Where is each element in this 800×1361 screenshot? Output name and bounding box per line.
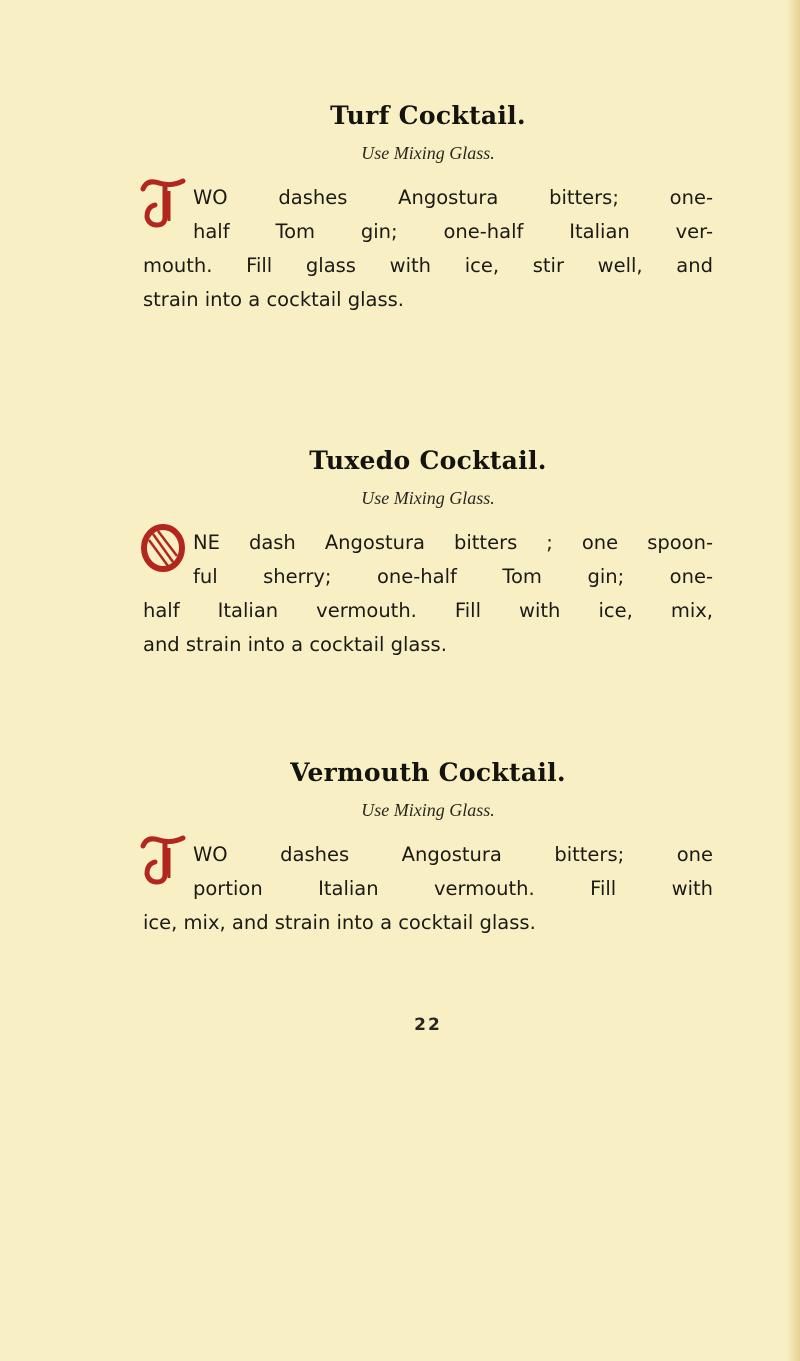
recipe-instructions	[143, 181, 713, 317]
page-edge	[786, 0, 800, 1361]
recipe-title: Vermouth Cocktail.	[290, 758, 566, 787]
instruction-line: portion Italian vermouth. Fill with	[193, 877, 713, 900]
decorative-initial-o-icon	[139, 522, 187, 574]
recipe-title: Turf Cocktail.	[330, 101, 526, 130]
page-number: 22	[414, 1015, 442, 1035]
instruction-line: strain into a cocktail glass.	[143, 288, 405, 311]
recipe-instructions	[143, 526, 713, 662]
instruction-line: mouth. Fill glass with ice, stir well, and	[143, 254, 713, 277]
recipe-title: Tuxedo Cocktail.	[309, 446, 547, 475]
instruction-line: WO dashes Angostura bitters; one	[193, 843, 713, 866]
instruction-line: WO dashes Angostura bitters; one-	[193, 186, 713, 209]
instruction-line: and strain into a cocktail glass.	[143, 633, 447, 656]
instruction-line: ful sherry; one-half Tom gin; one-	[193, 565, 713, 588]
recipe-tuxedo-cocktail	[143, 445, 713, 662]
recipe-subtitle: Use Mixing Glass.	[361, 800, 495, 820]
instruction-line: half Italian vermouth. Fill with ice, mix,	[143, 599, 713, 622]
decorative-initial-t-icon	[139, 834, 187, 886]
recipe-turf-cocktail	[143, 100, 713, 317]
recipe-subtitle: Use Mixing Glass.	[361, 488, 495, 508]
recipe-instructions	[143, 838, 713, 940]
recipe-subtitle: Use Mixing Glass.	[361, 143, 495, 163]
decorative-initial-t-icon	[139, 177, 187, 229]
instruction-line: NE dash Angostura bitters ; one spoon-	[193, 531, 713, 554]
recipe-vermouth-cocktail	[143, 757, 713, 940]
instruction-line: half Tom gin; one-half Italian ver-	[193, 220, 713, 243]
instruction-line: ice, mix, and strain into a cocktail glass.	[143, 911, 536, 934]
